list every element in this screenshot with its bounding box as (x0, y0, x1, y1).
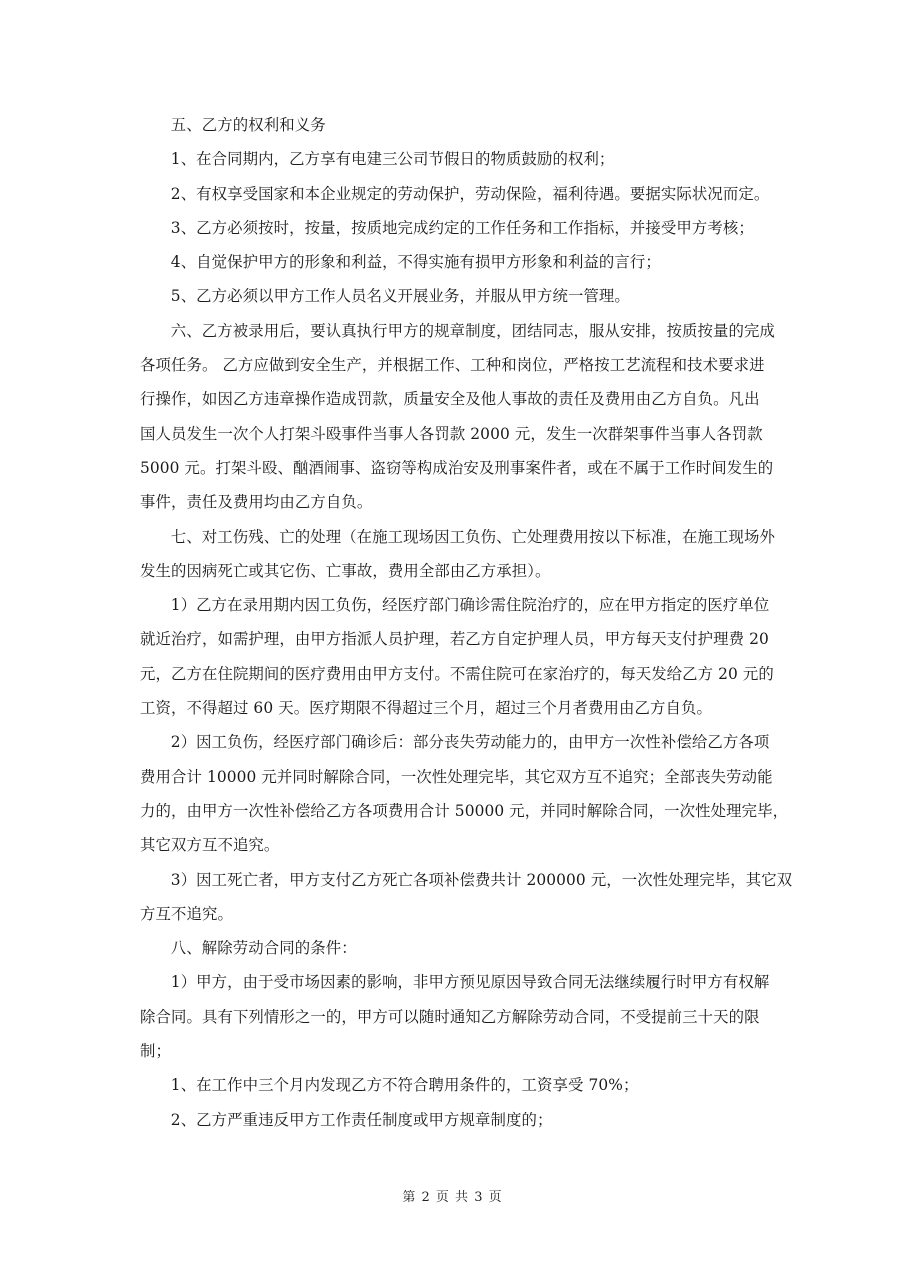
paragraph (140, 1103, 770, 1137)
text-line: 2、有权享受国家和本企业规定的劳动保护，劳动保险，福利待遇。要据实际状况而定。 (170, 184, 770, 203)
paragraph (140, 279, 770, 313)
text-line: 1、在工作中三个月内发现乙方不符合聘用条件的，工资享受 70%； (170, 1076, 639, 1095)
paragraph (140, 108, 770, 142)
text-line: 其它双方互不追究。 (140, 836, 280, 855)
text-line: 1）乙方在录用期内因工负伤，经医疗部门确诊需住院治疗的，应在甲方指定的医疗单位 (170, 596, 770, 615)
text-line: 事件，责任及费用均由乙方自负。 (140, 493, 373, 512)
text-line: 六、乙方被录用后，要认真执行甲方的规章制度，团结同志，服从安排，按质按量的完成 (170, 321, 775, 340)
paragraph (140, 1068, 770, 1102)
text-line: 1）甲方，由于受市场因素的影响，非甲方预见原因导致合同无法继续履行时甲方有权解 (170, 973, 770, 992)
paragraph (140, 314, 775, 520)
paragraph (140, 142, 770, 176)
text-line: 3、乙方必须按时，按量，按质地完成约定的工作任务和工作指标，并接受甲方考核； (170, 218, 754, 237)
paragraph (140, 588, 774, 725)
text-line: 费用合计 10000 元并同时解除合同，一次性处理完毕，其它双方互不追究；全部丧失劳动能 (140, 767, 773, 786)
text-line: 八、解除劳动合同的条件： (170, 939, 357, 958)
text-line: 2）因工负伤，经医疗部门确诊后：部分丧失劳动能力的，由甲方一次性补偿给乙方各项 (170, 733, 770, 752)
text-line: 1、在合同期内，乙方享有电建三公司节假日的物质鼓励的权利； (170, 150, 615, 169)
paragraph (140, 725, 789, 862)
paragraph (140, 931, 770, 965)
text-line: 4、自觉保护甲方的形象和利益，不得实施有损甲方形象和利益的言行； (170, 253, 661, 272)
paragraph (140, 245, 770, 279)
text-line: 3）因工死亡者，甲方支付乙方死亡各项补偿费共计 200000 元，一次性处理完毕，其它双 (170, 870, 793, 889)
paragraph (140, 520, 775, 589)
text-line: 5、乙方必须以甲方工作人员名义开展业务，并服从甲方统一管理。 (170, 287, 630, 306)
page-footer: 第 2 页 共 3 页 (402, 1190, 503, 1205)
text-line: 五、乙方的权利和义务 (170, 116, 326, 134)
text-line: 国人员发生一次个人打架斗殴事件当事人各罚款 2000 元，发生一次群架事件当事人各罚款 (140, 424, 763, 443)
paragraph (140, 177, 770, 211)
paragraph (140, 965, 770, 1068)
text-line: 发生的因病死亡或其它伤、亡事故，费用全部由乙方承担）。 (140, 561, 551, 580)
text-line: 除合同。具有下列情形之一的，甲方可以随时通知乙方解除劳动合同，不受提前三十天的限 (140, 1007, 760, 1026)
text-line: 力的，由甲方一次性补偿给乙方各项费用合计 50000 元，并同时解除合同，一次性处理完毕， (140, 801, 789, 820)
paragraph (140, 211, 770, 245)
text-line: 七、对工伤残、亡的处理（在施工现场因工负伤、亡处理费用按以下标准，在施工现场外 (170, 527, 775, 546)
paragraph (140, 863, 793, 932)
text-line: 5000 元。打架斗殴、酗酒闹事、盗窃等构成治安及刑事案件者，或在不属于工作时间发生的 (140, 458, 774, 477)
text-line: 元，乙方在住院期间的医疗费用由甲方支付。不需住院可在家治疗的，每天发给乙方 20 元的 (140, 664, 774, 683)
text-line: 工资，不得超过 60 天。医疗期限不得超过三个月，超过三个月者费用由乙方自负。 (140, 699, 712, 718)
text-line: 2、乙方严重违反甲方工作责任制度或甲方规章制度的； (170, 1110, 553, 1129)
text-line: 就近治疗，如需护理，由甲方指派人员护理，若乙方自定护理人员，甲方每天支付护理费 20 (140, 630, 769, 649)
text-line: 方互不追究。 (140, 904, 233, 923)
text-line: 制； (140, 1042, 171, 1061)
text-line: 各项任务。 乙方应做到安全生产，并根据工作、工种和岗位，严格按工艺流程和技术要求进 (140, 356, 765, 375)
text-line: 行操作，如因乙方违章操作造成罚款，质量安全及他人事故的责任及费用由乙方自负。凡出 (140, 390, 760, 409)
document-body (140, 108, 793, 1137)
